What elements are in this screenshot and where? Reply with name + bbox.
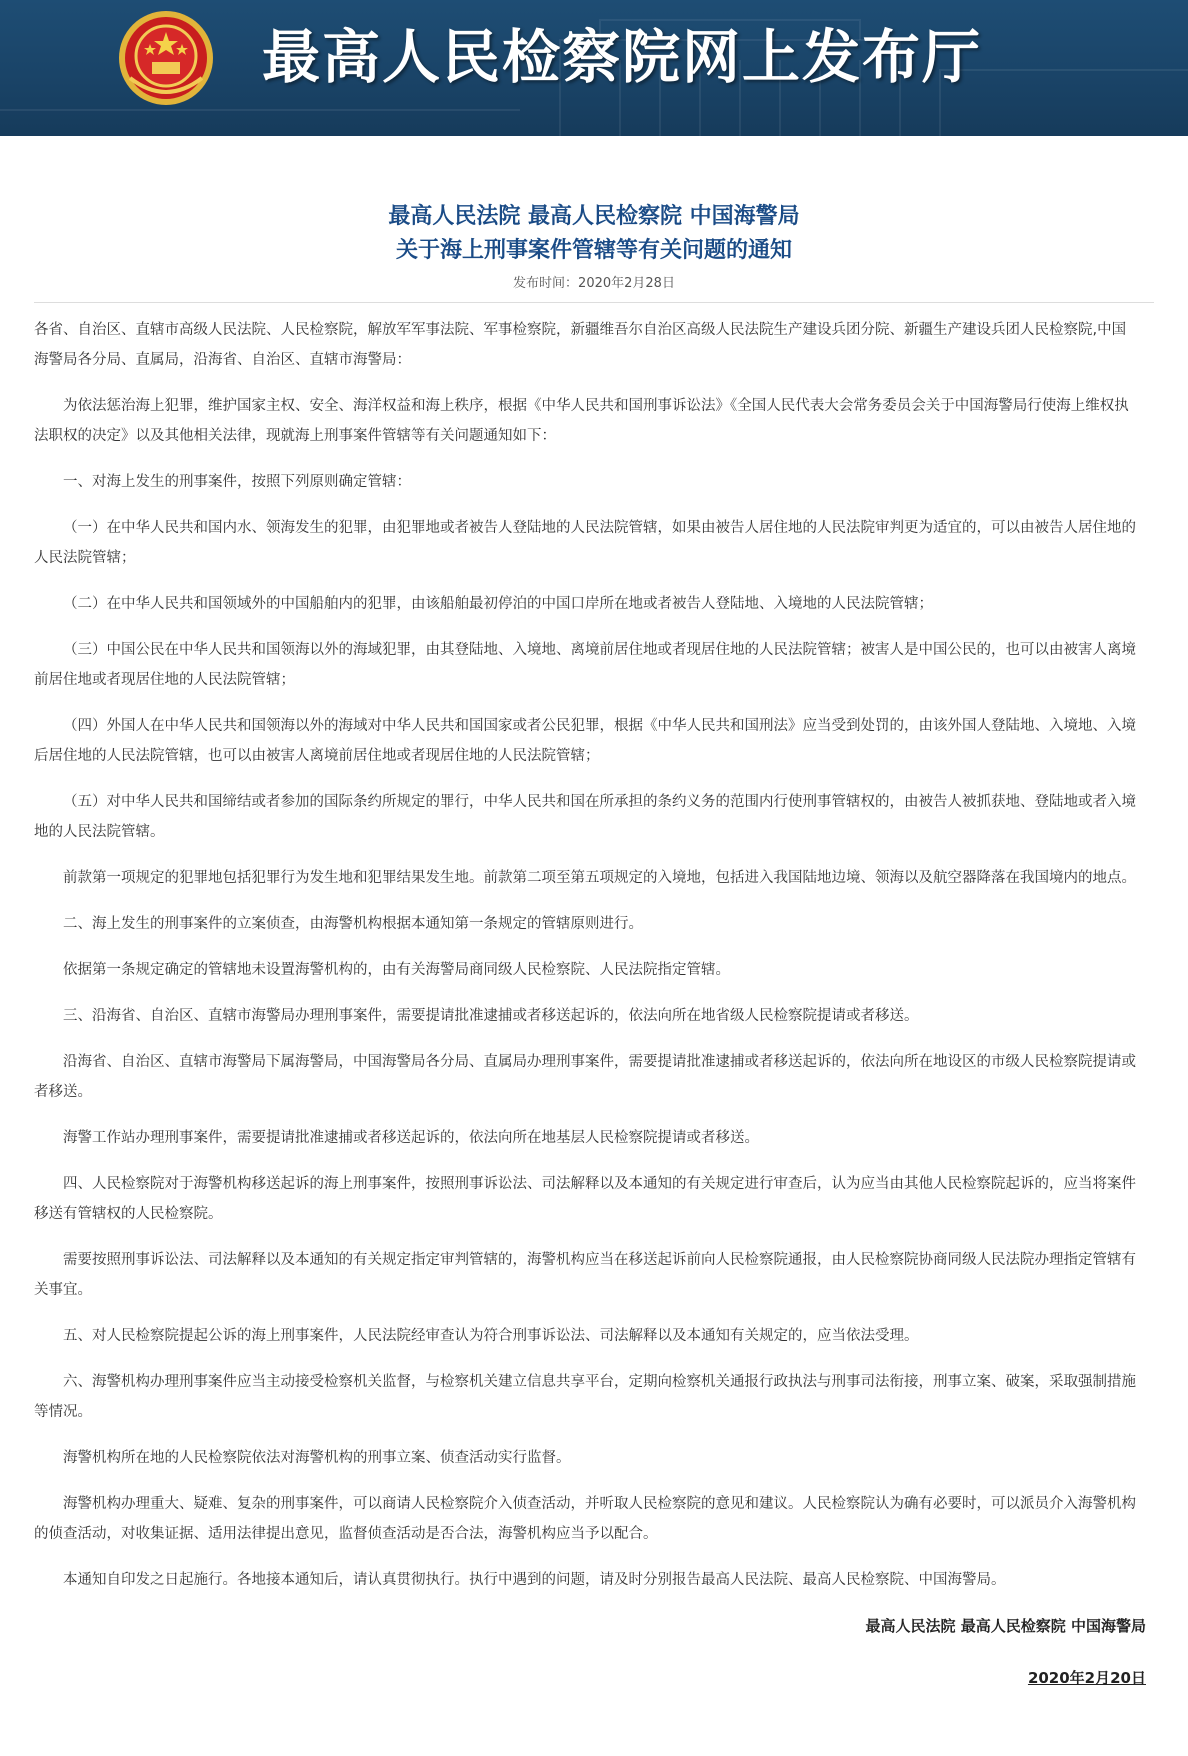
body-paragraph: （二）在中华人民共和国领域外的中国船舶内的犯罪，由该船舶最初停泊的中国口岸所在地或者被告人登陆地、入境地的人民法院管辖； [63, 596, 933, 612]
body-paragraph: 需要按照刑事诉讼法、司法解释以及本通知的有关规定指定审判管辖的，海警机构应当在移送起诉前向人民检察院通报，由人民检察院协商同级人民法院办理指定管辖有关事宜。 [34, 1252, 1136, 1298]
site-title: 最高人民检察院网上发布厅 [262, 23, 983, 91]
body-paragraph: 海警机构办理重大、疑难、复杂的刑事案件，可以商请人民检察院介入侦查活动，并听取人民检察院的意见和建议。人民检察院认为确有必要时，可以派员介入海警机构的侦查活动，对收集证据、适用法律提出意见，监督侦查活动是否合法，海警机构应当予以配合。 [34, 1496, 1136, 1542]
signature-date: 2020年2月20日 [1027, 1669, 1146, 1687]
addressee-paragraph: 各省、自治区、直辖市高级人民法院、人民检察院，解放军军事法院、军事检察院，新疆维吾尔自治区高级人民法院生产建设兵团分院、新疆生产建设兵团人民检察院,中国海警局各分局、直属局，沿海省、自治区、直辖市海警局： [34, 322, 1127, 368]
document-title-line-2: 关于海上刑事案件管辖等有关问题的通知 [395, 238, 792, 263]
body-paragraph: 为依法惩治海上犯罪，维护国家主权、安全、海洋权益和海上秩序，根据《中华人民共和国刑事诉讼法》《全国人民代表大会常务委员会关于中国海警局行使海上维权执法职权的决定》以及其他相关法律，现就海上刑事案件管辖等有关问题通知如下： [34, 398, 1129, 444]
national-emblem-icon [116, 8, 216, 108]
body-paragraph: 一、对海上发生的刑事案件，按照下列原则确定管辖： [63, 474, 411, 490]
body-paragraph: （一）在中华人民共和国内水、领海发生的犯罪，由犯罪地或者被告人登陆地的人民法院管辖，如果由被告人居住地的人民法院审判更为适宜的，可以由被告人居住地的人民法院管辖； [34, 520, 1136, 566]
body-paragraph: （四）外国人在中华人民共和国领海以外的海域对中华人民共和国国家或者公民犯罪，根据《中华人民共和国刑法》应当受到处罚的，由该外国人登陆地、入境地、入境后居住地的人民法院管辖，也可以由被害人离境前居住地或者现居住地的人民法院管辖； [34, 718, 1136, 764]
body-paragraph: 六、海警机构办理刑事案件应当主动接受检察机关监督，与检察机关建立信息共享平台，定期向检察机关通报行政执法与刑事司法衔接，刑事立案、破案，采取强制措施等情况。 [34, 1374, 1136, 1420]
body-paragraph: 四、人民检察院对于海警机构移送起诉的海上刑事案件，按照刑事诉讼法、司法解释以及本通知的有关规定进行审查后，认为应当由其他人民检察院起诉的，应当将案件移送有管辖权的人民检察院。 [34, 1176, 1136, 1222]
body-paragraph: （五）对中华人民共和国缔结或者参加的国际条约所规定的罪行，中华人民共和国在所承担的条约义务的范围内行使刑事管辖权的，由被告人被抓获地、登陆地或者入境地的人民法院管辖。 [34, 794, 1136, 840]
body-paragraph: 前款第一项规定的犯罪地包括犯罪行为发生地和犯罪结果发生地。前款第二项至第五项规定的入境地，包括进入我国陆地边境、领海以及航空器降落在我国境内的地点。 [63, 870, 1136, 886]
body-paragraph: 海警工作站办理刑事案件，需要提请批准逮捕或者移送起诉的，依法向所在地基层人民检察院提请或者移送。 [63, 1130, 759, 1146]
body-paragraph: 沿海省、自治区、直辖市海警局下属海警局，中国海警局各分局、直属局办理刑事案件，需要提请批准逮捕或者移送起诉的，依法向所在地设区的市级人民检察院提请或者移送。 [34, 1054, 1136, 1100]
body-paragraph: 本通知自印发之日起施行。各地接本通知后，请认真贯彻执行。执行中遇到的问题，请及时分别报告最高人民法院、最高人民检察院、中国海警局。 [63, 1572, 1006, 1588]
body-paragraph: （三）中国公民在中华人民共和国领海以外的海域犯罪，由其登陆地、入境地、离境前居住地或者现居住地的人民法院管辖；被害人是中国公民的，也可以由被害人离境前居住地或者现居住地的人民法院管辖； [34, 642, 1136, 688]
body-paragraph: 五、对人民检察院提起公诉的海上刑事案件，人民法院经审查认为符合刑事诉讼法、司法解释以及本通知有关规定的，应当依法受理。 [63, 1328, 919, 1344]
signature-block [0, 1611, 1188, 1691]
header-divider [34, 302, 1154, 303]
document-body [0, 315, 1188, 1595]
document-header [0, 200, 1188, 294]
signature-organizations: 最高人民法院 最高人民检察院 中国海警局 [865, 1617, 1146, 1635]
body-paragraph: 海警机构所在地的人民检察院依法对海警机构的刑事立案、侦查活动实行监督。 [63, 1450, 571, 1466]
document-title-line-1: 最高人民法院 最高人民检察院 中国海警局 [388, 204, 800, 229]
publish-time: 发布时间：2020年2月28日 [513, 276, 675, 291]
site-banner [0, 0, 1188, 136]
body-paragraph: 二、海上发生的刑事案件的立案侦查，由海警机构根据本通知第一条规定的管辖原则进行。 [63, 916, 643, 932]
body-paragraph: 依据第一条规定确定的管辖地未设置海警机构的，由有关海警局商同级人民检察院、人民法院指定管辖。 [63, 962, 730, 978]
body-paragraph: 三、沿海省、自治区、直辖市海警局办理刑事案件，需要提请批准逮捕或者移送起诉的，依法向所在地省级人民检察院提请或者移送。 [63, 1008, 919, 1024]
